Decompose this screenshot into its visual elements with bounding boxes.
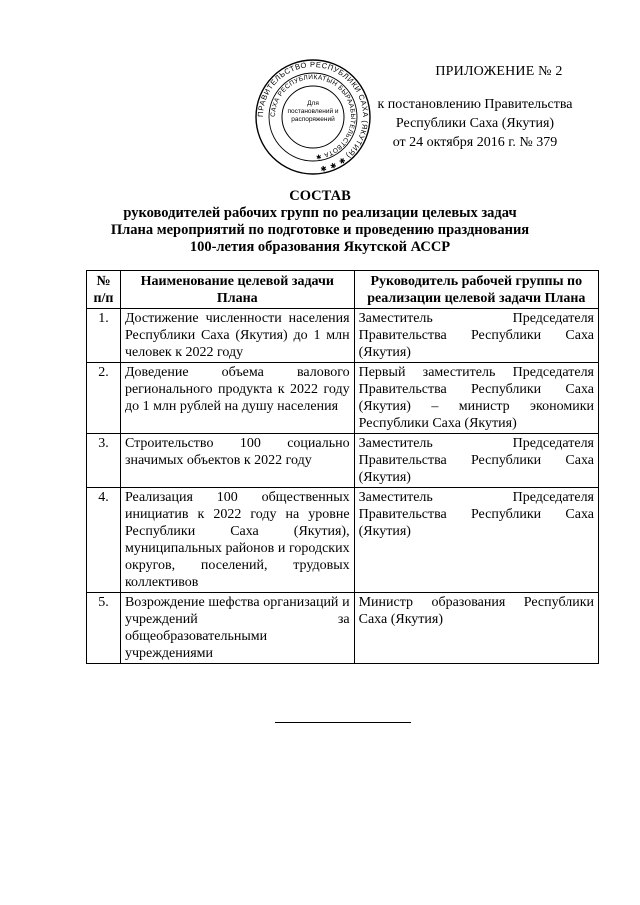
row-number: 2. (87, 363, 121, 434)
decree-reference-line: к постановлению Правительства (377, 97, 573, 112)
decree-reference-line: Республики Саха (Якутия) (395, 116, 555, 131)
row-number: 4. (87, 488, 121, 593)
table-row (87, 593, 599, 664)
table-row (87, 434, 599, 488)
header-cell-number (87, 271, 121, 309)
title-line: Плана мероприятий по подготовке и проведению празднования (110, 222, 530, 238)
header-number-line: № (96, 274, 111, 289)
appendix-number: ПРИЛОЖЕНИЕ № 2 (435, 64, 563, 79)
table-row (87, 363, 599, 434)
table-header-row (87, 271, 599, 309)
table-row (87, 309, 599, 363)
row-task: Реализация 100 общественных инициатив к 2022 году на уровне Республики Саха (Якутия), муниципальных районов и городских округов, поселений, трудовых коллективов (120, 488, 354, 593)
closing-divider-line (275, 722, 411, 723)
appendix-header (350, 62, 600, 152)
row-leader: Заместитель Председателя Правительства Республики Саха (Якутия) (354, 488, 598, 593)
row-leader: Заместитель Председателя Правительства Республики Саха (Якутия) (354, 434, 598, 488)
seal-inner-text (284, 100, 342, 124)
header-cell-leader: Руководитель рабочей группы по реализации целевой задачи Плана (354, 271, 598, 309)
row-leader: Заместитель Председателя Правительства Республики Саха (Якутия) (354, 309, 598, 363)
title-line: 100-летия образования Якутской АССР (189, 239, 451, 255)
seal-inner-line: Для (307, 100, 319, 107)
row-task: Строительство 100 социально значимых объектов к 2022 году (120, 434, 354, 488)
row-leader: Первый заместитель Председателя Правительства Республики Саха (Якутия) – министр экономики Республики Саха (Якутия) (354, 363, 598, 434)
svg-text:ПРАВИТЕЛЬСТВО РЕСПУБЛИКИ САХА: ПРАВИТЕЛЬСТВО РЕСПУБЛИКИ САХА (ЯКУТИЯ) ✱ ✱ ✱ (255, 59, 371, 174)
row-task: Доведение объема валового регионального продукта к 2022 году до 1 млн рублей на душу населения (120, 363, 354, 434)
working-groups-table (86, 270, 599, 664)
row-number: 3. (87, 434, 121, 488)
seal-inner-line: постановлений и (287, 108, 339, 115)
svg-text:САХА РЕСПУБЛИКАТЫН БЫРААБЫТЕЛЬ: САХА РЕСПУБЛИКАТЫН БЫРААБЫТЕЛЬСТВОТА ✱ (269, 73, 357, 160)
title-line: СОСТАВ (289, 188, 351, 204)
title-line: руководителей рабочих групп по реализации целевых задач (123, 205, 517, 221)
row-task: Возрождение шефства организаций и учреждений за общеобразовательными учреждениями (120, 593, 354, 664)
row-leader: Министр образования Республики Саха (Якутия) (354, 593, 598, 664)
document-title (90, 188, 550, 256)
header-number-line: п/п (93, 291, 114, 306)
header-cell-task: Наименование целевой задачи Плана (120, 271, 354, 309)
seal-inner-line: распоряжений (291, 116, 335, 123)
row-task: Достижение численности населения Республики Саха (Якутия) до 1 млн человек к 2022 году (120, 309, 354, 363)
row-number: 1. (87, 309, 121, 363)
row-number: 5. (87, 593, 121, 664)
table-row (87, 488, 599, 593)
decree-date-line: от 24 октября 2016 г. № 379 (392, 135, 558, 150)
